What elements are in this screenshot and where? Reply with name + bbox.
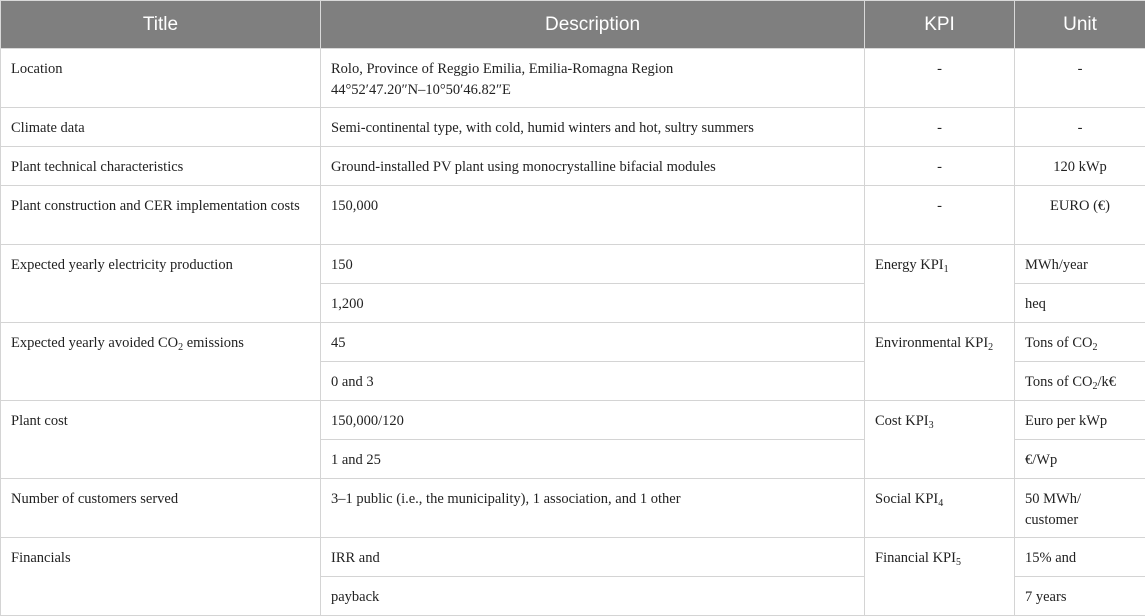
cell-description: Ground-installed PV plant using monocrystalline bifacial modules — [321, 147, 865, 186]
cell-description: 150,000 — [321, 186, 865, 245]
cell-kpi: - — [865, 147, 1015, 186]
cell-unit: EURO (€) — [1015, 186, 1145, 245]
cell-unit: 15% and — [1015, 538, 1145, 577]
cell-description: Semi-continental type, with cold, humid winters and hot, sultry summers — [321, 108, 865, 147]
cell-title: Location — [1, 49, 321, 108]
cell-description: 1,200 — [321, 284, 865, 323]
kpi-label: Financial KPI — [875, 550, 956, 566]
cell-title: Plant construction and CER implementation costs — [1, 186, 321, 245]
cell-kpi — [865, 538, 1015, 616]
cell-unit: 120 kWp — [1015, 147, 1145, 186]
cell-title: Plant technical characteristics — [1, 147, 321, 186]
kpi-subscript: 3 — [929, 420, 934, 431]
cell-description: 150,000/120 — [321, 401, 865, 440]
cell-unit: €/Wp — [1015, 440, 1145, 479]
table-row — [1, 49, 1145, 108]
table-row — [1, 147, 1145, 186]
kpi-label: Social KPI — [875, 491, 938, 507]
cell-kpi: - — [865, 108, 1015, 147]
cell-unit: Euro per kWp — [1015, 401, 1145, 440]
cell-description: IRR and — [321, 538, 865, 577]
table-row — [1, 538, 1145, 577]
cell-description: 150 — [321, 245, 865, 284]
cell-unit: MWh/year — [1015, 245, 1145, 284]
cell-kpi: - — [865, 186, 1015, 245]
kpi-subscript: 2 — [988, 342, 993, 353]
table-row — [1, 186, 1145, 245]
table-row — [1, 108, 1145, 147]
cell-title: Expected yearly electricity production — [1, 245, 321, 323]
kpi-label: Energy KPI — [875, 257, 944, 273]
cell-title: Climate data — [1, 108, 321, 147]
cell-title: Financials — [1, 538, 321, 616]
cell-description: 3–1 public (i.e., the municipality), 1 association, and 1 other — [321, 479, 865, 538]
table-row — [1, 245, 1145, 284]
unit-subscript: 2 — [1092, 342, 1097, 353]
cell-kpi — [865, 323, 1015, 401]
cell-unit: - — [1015, 108, 1145, 147]
header-title: Title — [1, 1, 321, 49]
kpi-subscript: 1 — [944, 264, 949, 275]
cell-description: 0 and 3 — [321, 362, 865, 401]
table-row — [1, 479, 1145, 538]
cell-unit: 50 MWh/ customer — [1015, 479, 1145, 538]
cell-title: Plant cost — [1, 401, 321, 479]
cell-kpi — [865, 401, 1015, 479]
cell-title — [1, 323, 321, 401]
cell-unit: 7 years — [1015, 577, 1145, 616]
cell-kpi — [865, 245, 1015, 323]
title-text: Expected yearly avoided CO — [11, 335, 178, 351]
cell-description: 45 — [321, 323, 865, 362]
cell-description — [321, 49, 865, 108]
cell-unit — [1015, 323, 1145, 362]
cell-title: Number of customers served — [1, 479, 321, 538]
title-text-post: emissions — [183, 335, 244, 351]
coordinates: 44°52′47.20″N–10°50′46.82″E — [331, 82, 511, 98]
cell-unit: - — [1015, 49, 1145, 108]
header-kpi: KPI — [865, 1, 1015, 49]
kpi-label: Environmental KPI — [875, 335, 988, 351]
header-row — [1, 1, 1145, 49]
unit-text: Tons of CO — [1025, 374, 1092, 390]
unit-text: Tons of CO — [1025, 335, 1092, 351]
header-unit: Unit — [1015, 1, 1145, 49]
unit-text-post: /k€ — [1097, 374, 1116, 390]
desc-line: Rolo, Province of Reggio Emilia, Emilia-Romagna Region — [331, 61, 673, 77]
cell-kpi: - — [865, 49, 1015, 108]
cell-description: 1 and 25 — [321, 440, 865, 479]
cell-kpi — [865, 479, 1015, 538]
kpi-subscript: 4 — [938, 498, 943, 509]
header-description: Description — [321, 1, 865, 49]
unit-subscript: 2 — [1092, 381, 1097, 392]
kpi-subscript: 5 — [956, 557, 961, 568]
cell-unit: heq — [1015, 284, 1145, 323]
title-subscript: 2 — [178, 342, 183, 353]
table-row — [1, 401, 1145, 440]
table-row — [1, 323, 1145, 362]
cell-description: payback — [321, 577, 865, 616]
cell-unit — [1015, 362, 1145, 401]
kpi-label: Cost KPI — [875, 413, 929, 429]
